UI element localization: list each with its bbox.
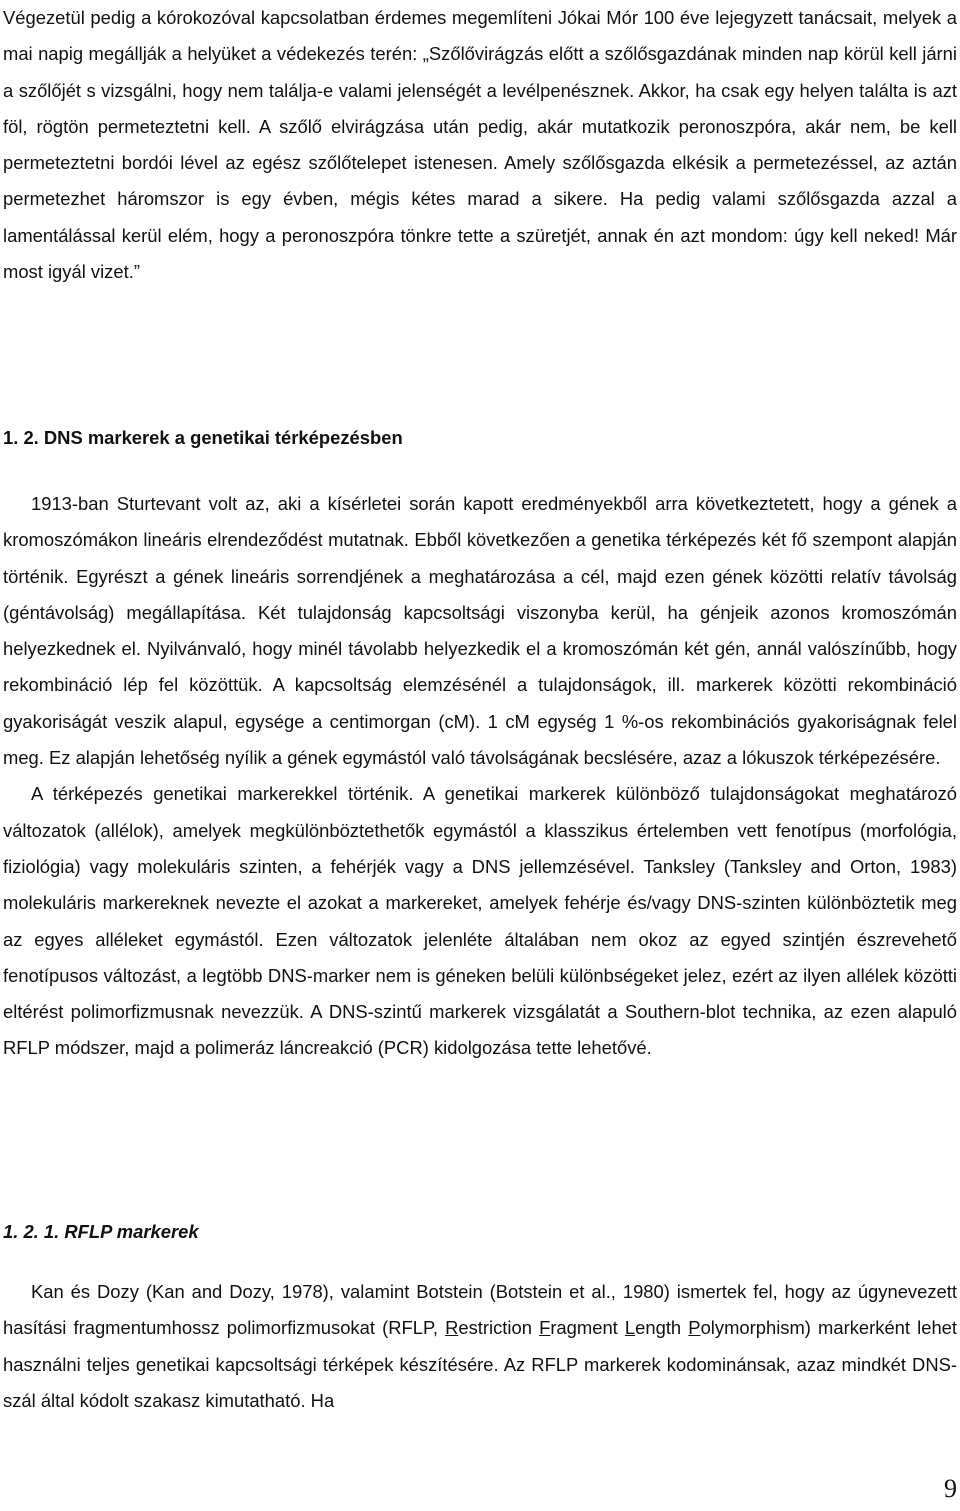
rflp-text-estriction: estriction (458, 1317, 540, 1339)
rflp-text-start: Kan és Dozy (Kan and Dozy, 1978), valamint Botstein (Botstein et al., 1980) ismertek fel, hogy az úgynevezett hasítási fragmentumhossz polimorfizmusokat (RFLP, (3, 1281, 957, 1339)
paragraph-jokai-quote: Végezetül pedig a kórokozóval kapcsolatban érdemes megemlíteni Jókai Mór 100 éve lejegyzett tanácsait, melyek a mai napig megállják a helyüket a védekezés terén: „Szőlővirágzás előtt a szőlősgazdának minden nap körül kell járni a szőlőjét s vizsgálni, hogy nem találja-e valami jelenségét a levélpenésznek. Akkor, ha csak egy helyen találta is azt föl, rögtön permeteztetni kell. A szőlő elvirágzása után pedig, akár mutatkozik peronoszpóra, akár nem, be kell permeteztetni bordói lével az egész szőlőtelepet istenesen. Amely szőlősgazda elkésik a permetezéssel, az aztán permetezhet háromszor is egy évben, mégis kétes marad a sikere. Ha pedig valami szőlősgazda azzal a lamentálással kerül elém, hogy a peronoszpóra tönkre tette a szüretjét, annak én azt mondom: úgy kell neked! Már most igyál vizet.” (3, 7, 957, 283)
rflp-text-end: olymorphism) markerként lehet használni teljes genetikai kapcsoltsági térképek készítésére. Az RFLP markerek kodominánsak, azaz mindkét DNS-szál által kódolt szakasz kimutatható. Ha (3, 1317, 958, 1411)
rflp-text-ength: ength (635, 1317, 689, 1339)
page-number: 9 (944, 1474, 957, 1503)
section-heading-dns-markers: 1. 2. DNS markerek a genetikai térképezésben (3, 427, 403, 448)
rflp-initial-f: F (539, 1317, 551, 1339)
paragraph-sturtevant-text: 1913-ban Sturtevant volt az, aki a kísérletei során kapott eredményekből arra következtetett, hogy a gének a kromoszómákon lineáris elrendeződést mutatnak. Ebből következően a genetika térképezés két fő szempont alapján történik. Egyrészt a gének lineáris sorrendjének a meghatározása a cél, majd ezen gének közötti relatív távolság (géntávolság) megállapítása. Két tulajdonság kapcsoltsági viszonyba kerül, ha génjeik azonos kromoszómán helyezkednek el. Nyilvánvaló, hogy minél távolabb helyezkedik el a kromoszómán két gén, annál valószínűbb, hogy rekombináció lép fel közöttük. A kapcsoltság elemzésénél a tulajdonságok, ill. markerek közötti rekombináció gyakoriságát veszik alapul, egysége a centimorgan (cM). 1 cM egység 1 %-os rekombinációs gyakoriságnak felel meg. Ez alapján lehetőség nyílik a gének egymástól való távolságának becslésére, azaz a lókuszok térképezésére. (3, 493, 957, 769)
subsection-heading-rflp: 1. 2. 1. RFLP markerek (3, 1221, 199, 1242)
paragraph-rflp (3, 1274, 957, 1419)
rflp-text-ragment: ragment (550, 1317, 625, 1339)
paragraph-genetic-markers-text: A térképezés genetikai markerekkel történik. A genetikai markerek különböző tulajdonságokat meghatározó változatok (allélok), amelyek megkülönböztethetők egymástól a klasszikus értelemben vett fenotípus (morfológia, fiziológia) vagy molekuláris szinten, a fehérjék vagy a DNS jellemzésével. Tanksley (Tanksley and Orton, 1983) molekuláris markereknek nevezte el azokat a markereket, amelyek fehérje és/vagy DNS-szinten különböztetik meg az egyes alléleket egymástól. Ezen változatok jelenléte általában nem okoz az egyed szintjén észrevehető fenotípusos változást, a legtöbb DNS-marker nem is géneken belüli különbségeket jelez, ezért az ilyen allélek közötti eltérést polimorfizmusnak nevezzük. A DNS-szintű markerek vizsgálatát a Southern-blot technika, az ezen alapuló RFLP módszer, majd a polimeráz láncreakció (PCR) kidolgozása tette lehetővé. (3, 783, 957, 1059)
rflp-initial-l: L (624, 1317, 636, 1339)
paragraph-sturtevant (3, 486, 957, 1067)
rflp-initial-r: R (445, 1317, 459, 1339)
rflp-initial-p: P (688, 1317, 701, 1339)
